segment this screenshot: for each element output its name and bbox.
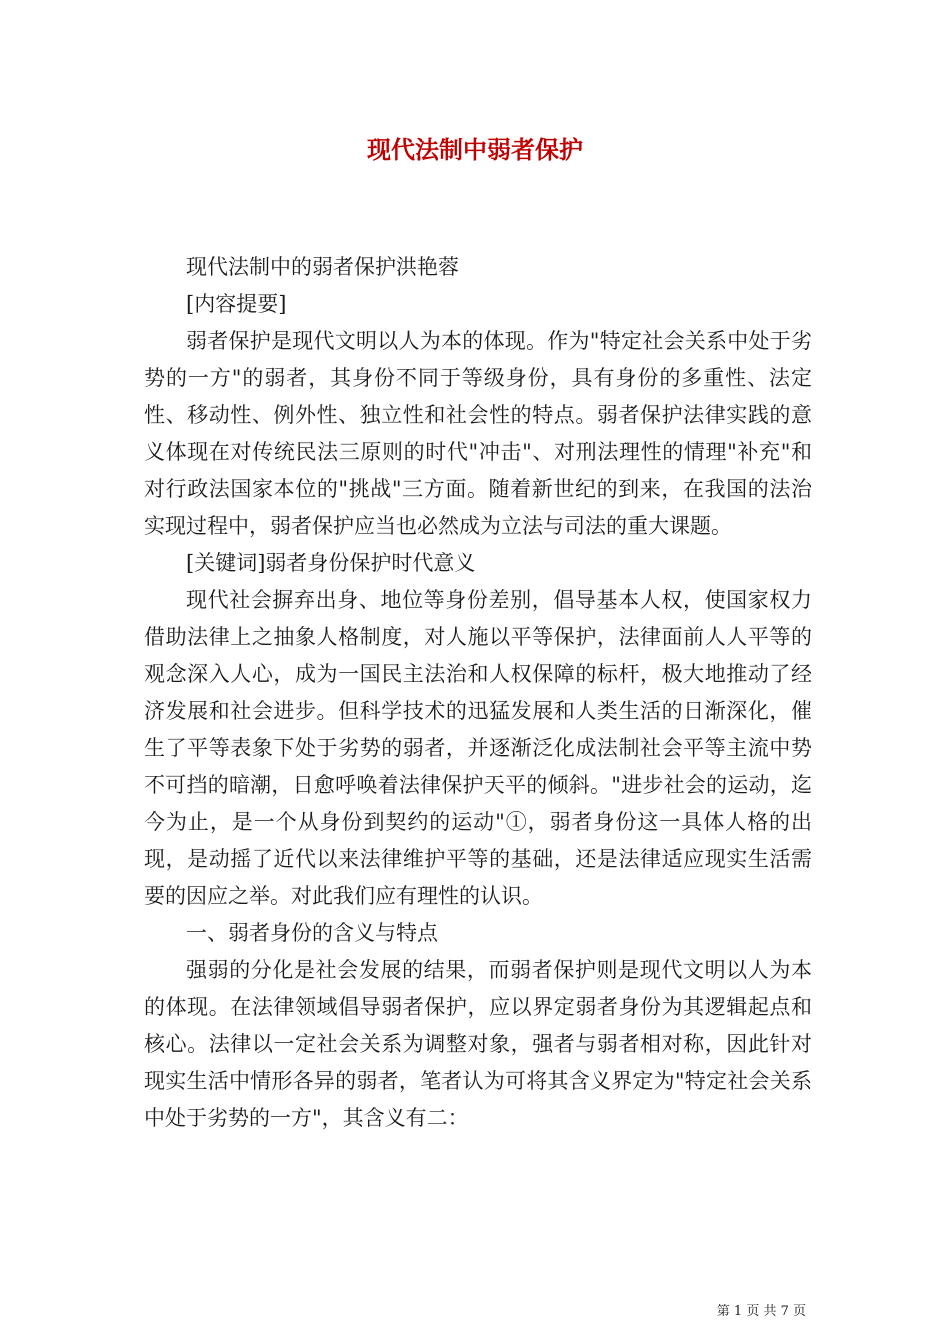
document-title: 现代法制中弱者保护 [367,135,583,164]
paragraph-abstract: 弱者保护是现代文明以人为本的体现。作为"特定社会关系中处于劣势的一方"的弱者，其身份不同于等级身份，具有身份的多重性、法定性、移动性、例外性、独立性和社会性的特点。弱者保护法律实践的意义体现在对传统民法三原则的时代"冲击"、对刑法理性的情理"补充"和对行政法国家本位的"挑战"三方面。随着新世纪的到来，在我国的法治实现过程中，弱者保护应当也必然成为立法与司法的重大课题。 [144,329,812,538]
section-heading-1: 一、弱者身份的含义与特点 [186,921,438,945]
paragraph-keywords: [关键词]弱者身份保护时代意义 [186,551,476,575]
page-number-footer: 第 1 页 共 7 页 [716,1304,806,1319]
paragraph-section-1: 强弱的分化是社会发展的结果，而弱者保护则是现代文明以人为本的体现。在法律领域倡导弱者保护，应以界定弱者身份为其逻辑起点和核心。法律以一定社会关系为调整对象，强者与弱者相对称，因此针对现实生活中情形各异的弱者，笔者认为可将其含义界定为"特定社会关系中处于劣势的一方"，其含义有二： [144,958,812,1130]
paragraph-abstract-heading: [内容提要] [186,292,287,316]
paragraph-subtitle: 现代法制中的弱者保护洪艳蓉 [186,255,459,279]
paragraph-intro: 现代社会摒弃出身、地位等身份差别，倡导基本人权，使国家权力借助法律上之抽象人格制度，对人施以平等保护，法律面前人人平等的观念深入人心，成为一国民主法治和人权保障的标杆，极大地推动了经济发展和社会进步。但科学技术的迅猛发展和人类生活的日渐深化，催生了平等表象下处于劣势的弱者，并逐渐泛化成法制社会平等主流中势不可挡的暗潮，日愈呼唤着法律保护天平的倾斜。"进步社会的运动，迄今为止，是一个从身份到契约的运动"①，弱者身份这一具体人格的出现，是动摇了近代以来法律维护平等的基础，还是法律适应现实生活需要的因应之举。对此我们应有理性的认识。 [144,588,812,908]
document-body [144,249,812,1137]
